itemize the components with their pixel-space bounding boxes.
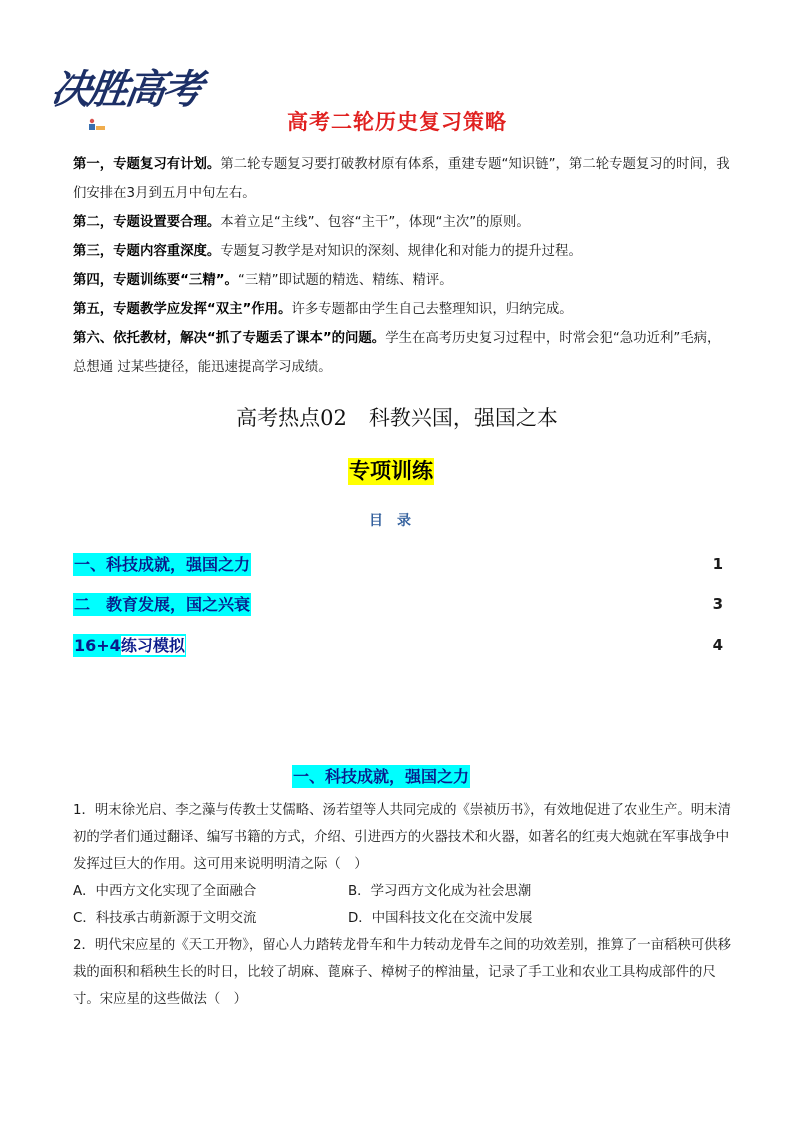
intro-paragraph-2: 第二，专题设置要合理。本着立足“主线”、包容“主干”，体现“主次”的原则。 xyxy=(73,215,530,230)
special-training-label: 专项训练 xyxy=(349,459,433,483)
toc-item-label: 一、科技成就，强国之力 xyxy=(74,555,251,574)
intro-paragraph-3: 第三，专题内容重深度。专题复习教学是对知识的深刻、规律化和对能力的提升过程。 xyxy=(73,244,582,259)
toc-item-page: 4 xyxy=(712,636,723,654)
intro-paragraph-6: 第六、依托教材，解决“抓了专题丢了课本”的问题。学生在高考历史复习过程中，时常会犯“急功近利”毛病，总想通 过某些捷径，能迅速提高学习成绩。 xyxy=(73,331,721,375)
toc-item-label: 二 教育发展，国之兴衰 xyxy=(74,595,251,614)
question-1-options-row-2 xyxy=(73,905,733,932)
logo-text: 决胜高考 xyxy=(48,66,203,113)
intro-section xyxy=(73,150,733,382)
questions-section xyxy=(73,797,733,1013)
toc-item-1[interactable] xyxy=(73,553,723,577)
toc-title: 目录 xyxy=(369,513,425,529)
intro-paragraph-4: 第四，专题训练要“三精”。“三精”即试题的精选、精练、精评。 xyxy=(73,273,453,288)
part-title: 一、科技成就，强国之力 xyxy=(293,767,470,786)
section-heading: 科教兴国，强国之本 xyxy=(368,406,558,430)
option-a[interactable]: A．中西方文化实现了全面融合 xyxy=(73,884,257,899)
option-c[interactable]: C．科技承古萌新源于文明交流 xyxy=(73,911,257,926)
question-1-stem: 1．明末徐光启、李之藻与传教士艾儒略、汤若望等人共同完成的《崇祯历书》，有效地促进了农业生产。明末清初的学者们通过翻译、编写书籍的方式，介绍、引进西方的火器技术和火器，如著名的红夷大炮就在军事战争中发挥过巨大的作用。这可用来说明明清之际（ ） xyxy=(73,803,731,872)
question-2-stem: 2．明代宋应星的《天工开物》，留心人力踏转龙骨车和牛力转动龙骨车之间的功效差别，推算了一亩稻秧可供移栽的面积和稻秧生长的时日，比较了胡麻、蓖麻子、樟树子的榨油量，记录了手工业和农业工具构成部件的尺寸。宋应星的这些做法（ ） xyxy=(73,938,731,1007)
section-prefix: 高考热点02 xyxy=(236,406,347,430)
toc-item-3[interactable] xyxy=(73,634,723,658)
intro-paragraph-5: 第五，专题教学应发挥“双主”作用。许多专题都由学生自己去整理知识，归纳完成。 xyxy=(73,302,573,317)
section-title xyxy=(0,402,794,432)
option-b[interactable]: B．学习西方文化成为社会思潮 xyxy=(348,884,532,899)
main-title: 高考二轮历史复习策略 xyxy=(287,110,507,134)
toc-item-label: 16+4练习模拟 xyxy=(74,636,185,655)
intro-paragraph-1: 第一，专题复习有计划。第二轮专题复习要打破教材原有体系，重建专题“知识链”，第二轮专题复习的时间，我们安排在3月到五月中旬左右。 xyxy=(73,157,730,201)
question-1-options-row-1 xyxy=(73,878,733,905)
toc-item-2[interactable] xyxy=(73,593,723,617)
toc-item-page: 1 xyxy=(712,555,723,573)
toc-item-page: 3 xyxy=(712,595,723,613)
option-d[interactable]: D．中国科技文化在交流中发展 xyxy=(348,911,533,926)
